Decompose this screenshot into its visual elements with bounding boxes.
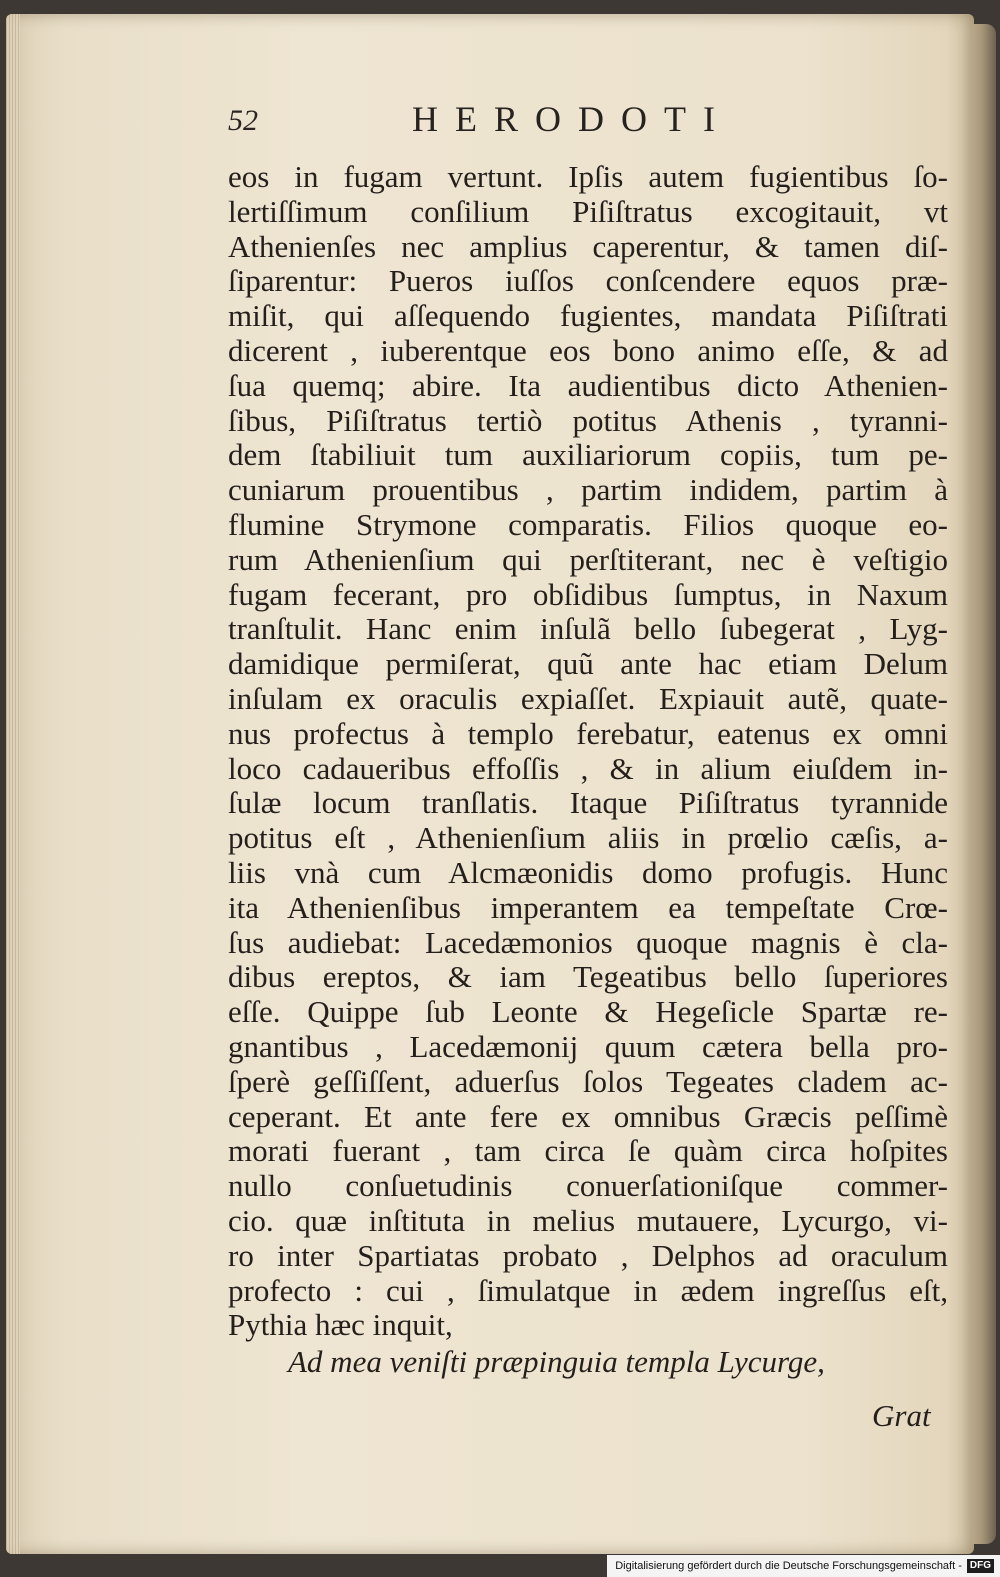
text-line: miſit, qui aſſequendo fugientes, mandata Piſiſtrati (228, 298, 948, 334)
running-head: HERODOTI (412, 99, 732, 139)
body-text (228, 160, 948, 1343)
text-line: Athenienſes nec amplius caperentur, & tamen diſ- (228, 228, 948, 264)
digitization-credit (607, 1555, 1000, 1577)
text-line: dem ſtabiliuit tum auxiliariorum copiis, tum pe- (228, 437, 948, 473)
page-number: 52 (228, 104, 258, 137)
page-header (6, 98, 974, 148)
text-line: dicerent , iuberentque eos bono animo eſſe, & ad (228, 332, 948, 368)
text-line: profecto : cui , ſimulatque in ædem ingreſſus eſt, (228, 1272, 948, 1308)
text-line: dibus ereptos, & iam Tegeatibus bello ſuperiores (228, 959, 948, 995)
book-page (6, 14, 974, 1554)
verse-line: Ad mea veniſti præpinguia templa Lycurge, (288, 1344, 825, 1379)
text-line: flumine Strymone comparatis. Filios quoque eo- (228, 506, 948, 542)
text-line: fugam fecerant, pro obſidibus ſumptus, in Naxum (228, 576, 948, 612)
text-line: ro inter Spartiatas probato , Delphos ad oraculum (228, 1237, 948, 1273)
text-line: lertiſſimum conſilium Piſiſtratus excogitauit, vt (228, 193, 948, 229)
text-line: cuniarum prouentibus , partim indidem, partim à (228, 472, 948, 508)
text-line: morati fuerant , tam circa ſe quàm circa hoſpites (228, 1133, 948, 1169)
page-gutter-edge (6, 14, 20, 1554)
text-line: ſperè geſſiſſent, aduerſus ſolos Tegeates cladem ac- (228, 1063, 948, 1099)
text-line: nus profectus à templo ferebatur, eatenus ex omni (228, 715, 948, 751)
text-line: ſiparentur: Pueros iuſſos conſcendere equos præ- (228, 263, 948, 299)
text-line: cio. quæ inſtituta in melius mutauere, Lycurgo, vi- (228, 1202, 948, 1238)
text-line: nullo conſuetudinis conuerſationiſque commer- (228, 1168, 948, 1204)
text-line: ſus audiebat: Lacedæmonios quoque magnis è cla- (228, 924, 948, 960)
text-line: ita Athenienſibus imperantem ea tempeſtate Crœ- (228, 889, 948, 925)
text-line: rum Athenienſium qui perſtiterant, nec è veſtigio (228, 541, 948, 577)
text-line: inſulam ex oraculis expiaſſet. Expiauit autẽ, quate- (228, 680, 948, 716)
text-line: gnantibus , Lacedæmonij quum cætera bella pro- (228, 1028, 948, 1064)
dfg-logo: DFG (967, 1559, 994, 1573)
credit-text: Digitalisierung gefördert durch die Deutsche Forschungsgemeinschaft - (615, 1560, 962, 1572)
text-line: loco cadaueribus effoſſis , & in alium eiuſdem in- (228, 750, 948, 786)
text-line: potitus eſt , Athenienſium aliis in prœlio cæſis, a- (228, 820, 948, 856)
catchword: Grat (872, 1398, 931, 1433)
text-line: ſibus, Piſiſtratus tertiò potitus Athenis , tyranni- (228, 402, 948, 438)
text-line: tranſtulit. Hanc enim inſulã bello ſubegerat , Lyg- (228, 611, 948, 647)
text-line: ſulæ locum tranſlatis. Itaque Piſiſtratus tyrannide (228, 785, 948, 821)
text-line: Pythia hæc inquit, (228, 1307, 453, 1343)
text-line: ſua quemq; abire. Ita audientibus dicto Athenien- (228, 367, 948, 403)
book-fore-edge (972, 24, 996, 1544)
text-line: ceperant. Et ante fere ex omnibus Græcis peſſimè (228, 1098, 948, 1134)
text-line: liis vnà cum Alcmæonidis domo profugis. Hunc (228, 854, 948, 890)
text-line: eſſe. Quippe ſub Leonte & Hegeſicle Spartæ re- (228, 994, 948, 1030)
text-line: eos in fugam vertunt. Ipſis autem fugientibus ſo- (228, 159, 948, 194)
text-line: damidique permiſerat, quũ ante hac etiam Delum (228, 646, 948, 682)
